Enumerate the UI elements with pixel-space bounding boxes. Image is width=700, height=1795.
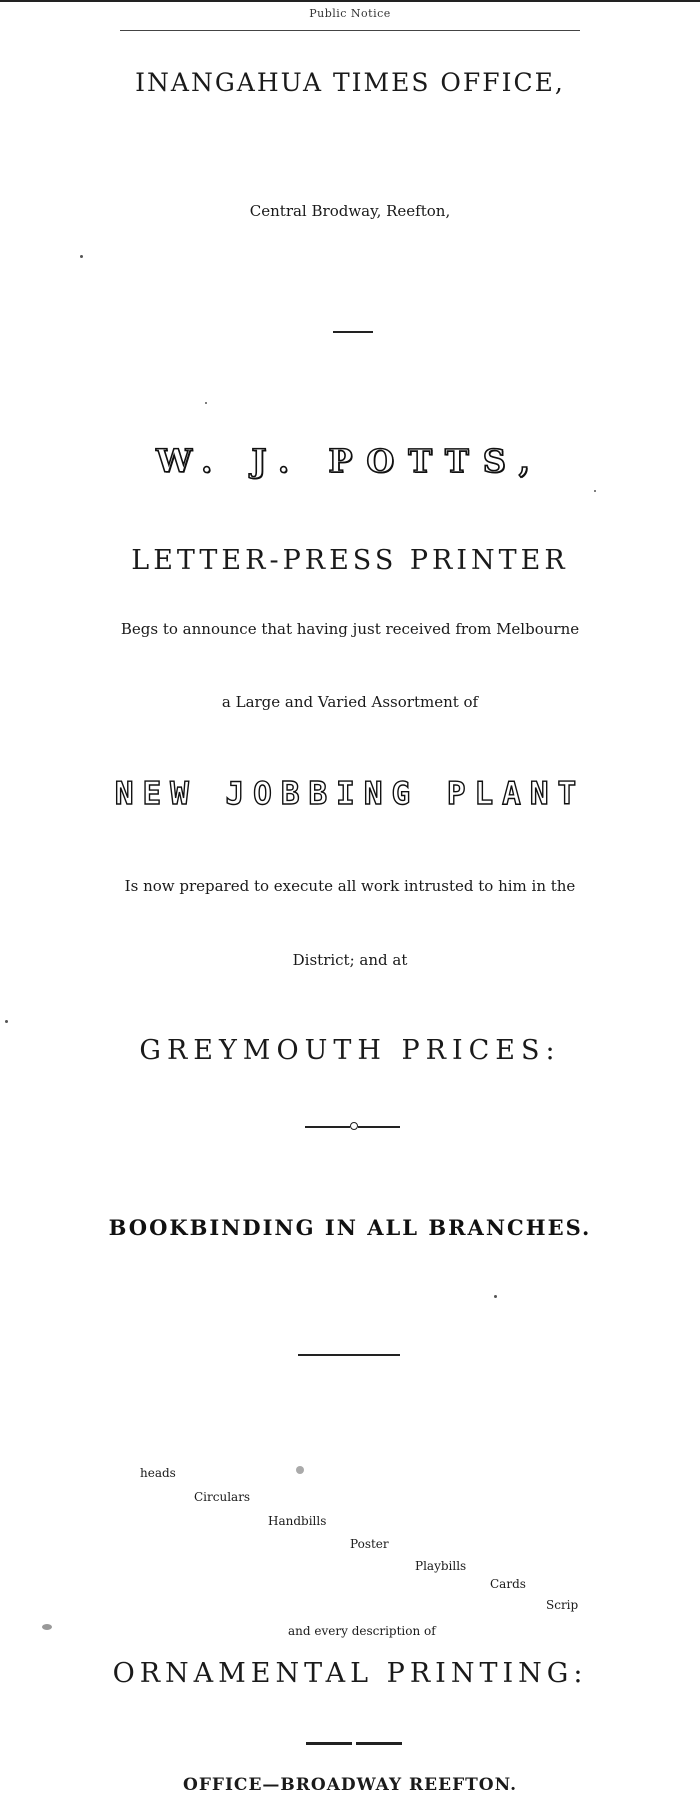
page-header: Public Notice — [309, 7, 391, 20]
bookbinding-heading: BOOKBINDING IN ALL BRANCHES. — [108, 1215, 592, 1240]
printing-item-handbills: Handbills — [268, 1514, 327, 1528]
proprietor-name: W. J. POTTS, — [156, 442, 544, 480]
office-title: INANGAHUA TIMES OFFICE, — [135, 68, 565, 97]
print-speck — [5, 1020, 8, 1023]
prepared-line-2: District; and at — [292, 951, 408, 969]
every-description-line: and every description of — [288, 1624, 436, 1638]
divider-rule-4a — [306, 1742, 352, 1745]
printing-item-scrip: Scrip — [546, 1598, 579, 1612]
print-speck — [80, 255, 83, 258]
printing-item-cards: Cards — [490, 1577, 526, 1591]
printing-item-heads: heads — [140, 1466, 176, 1480]
print-speck — [42, 1624, 52, 1630]
office-address: Central Brodway, Reefton, — [249, 202, 451, 220]
printing-item-poster: Poster — [350, 1537, 389, 1551]
top-border-rule — [0, 0, 700, 2]
announcement-line-1: Begs to announce that having just received from Melbourne — [120, 620, 580, 638]
print-speck — [594, 490, 596, 492]
print-speck — [296, 1466, 304, 1474]
announcement-line-2: a Large and Varied Assortment of — [221, 693, 479, 711]
office-footer: OFFICE—BROADWAY REEFTON. — [183, 1775, 517, 1795]
prices-heading: GREYMOUTH PRICES: — [139, 1035, 561, 1066]
divider-rule-3 — [298, 1354, 400, 1356]
divider-rule-2b — [358, 1126, 400, 1128]
divider-rule-2a — [305, 1126, 350, 1128]
divider-rule-4b — [356, 1742, 402, 1745]
header-rule — [120, 30, 580, 31]
print-speck — [205, 402, 207, 404]
ornamental-printing-heading: ORNAMENTAL PRINTING: — [112, 1658, 588, 1689]
trade-title: LETTER-PRESS PRINTER — [131, 545, 569, 576]
prepared-line-1: Is now prepared to execute all work intrusted to him in the — [124, 877, 576, 895]
printing-item-circulars: Circulars — [194, 1490, 251, 1504]
divider-ornament-dot — [350, 1122, 358, 1130]
print-speck — [494, 1295, 497, 1298]
printing-item-playbills: Playbills — [415, 1559, 467, 1573]
jobbing-plant-heading: NEW JOBBING PLANT — [114, 776, 586, 812]
divider-rule-1 — [333, 331, 373, 333]
